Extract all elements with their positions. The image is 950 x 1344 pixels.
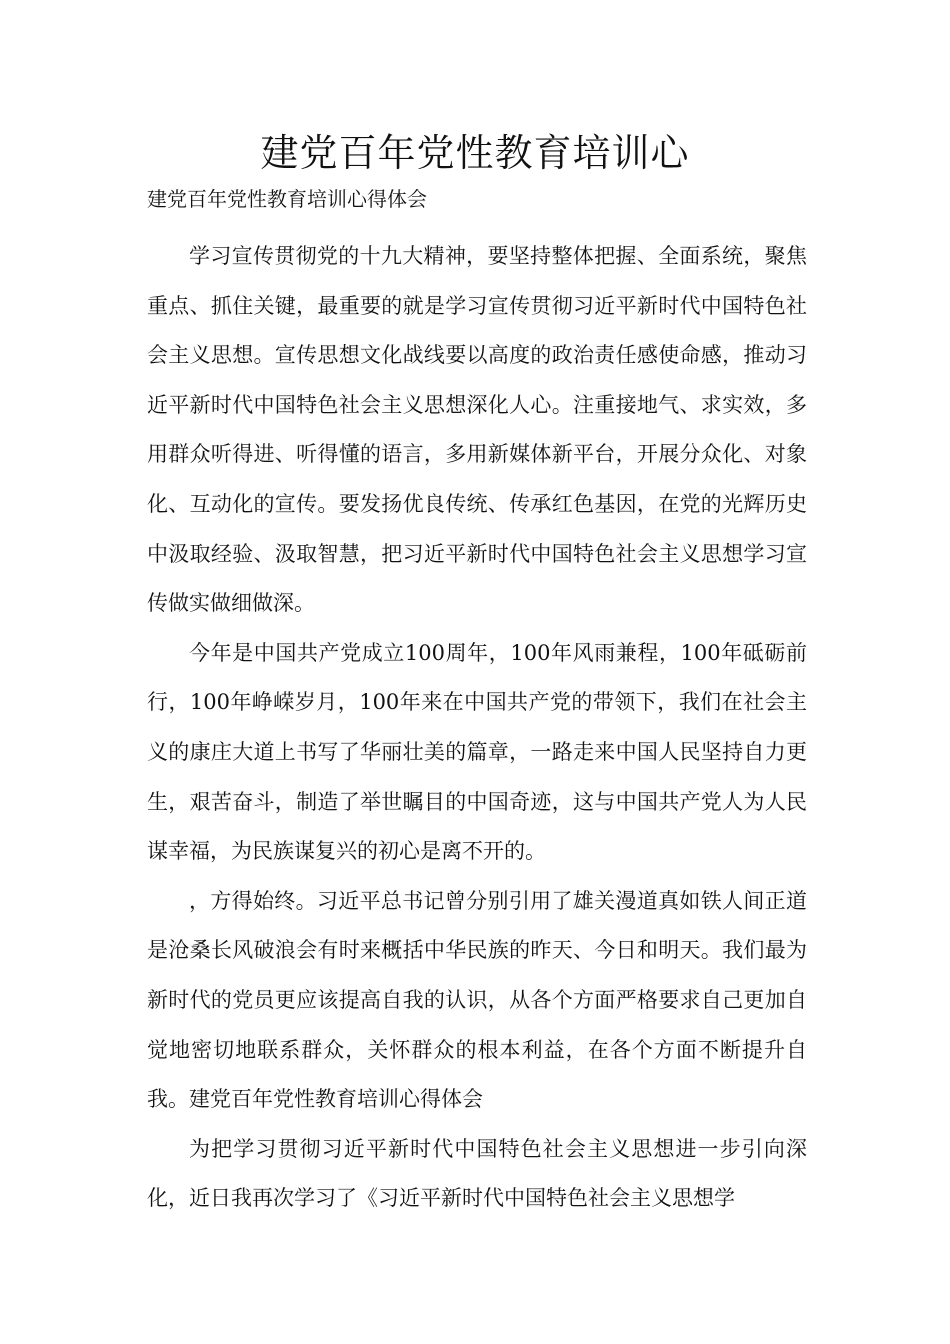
document-title: 建党百年党性教育培训心: [260, 131, 690, 175]
document-body: [147, 232, 807, 1224]
document-subtitle: 建党百年党性教育培训心得体会: [147, 187, 427, 211]
paragraph: ，方得始终。习近平总书记曾分别引用了雄关漫道真如铁人间正道是沧桑长风破浪会有时来概括中华民族的昨天、今日和明天。我们最为新时代的党员更应该提高自我的认识，从各个方面严格要求自己更加自觉地密切地联系群众，关怀群众的根本利益，在各个方面不断提升自我。建党百年党性教育培训心得体会: [147, 888, 807, 1112]
paragraph: 学习宣传贯彻党的十九大精神，要坚持整体把握、全面系统，聚焦重点、抓住关键，最重要的就是学习宣传贯彻习近平新时代中国特色社会主义思想。宣传思想文化战线要以高度的政治责任感使命感，推动习近平新时代中国特色社会主义思想深化人心。注重接地气、求实效，多用群众听得进、听得懂的语言，多用新媒体新平台，开展分众化、对象化、互动化的宣传。要发扬优良传统、传承红色基因，在党的光辉历史中汲取经验、汲取智慧，把习近平新时代中国特色社会主义思想学习宣传做实做细做深。: [147, 244, 807, 616]
paragraph: 今年是中国共产党成立100周年，100年风雨兼程，100年砥砺前行，100年峥嵘岁月，100年来在中国共产党的带领下，我们在社会主义的康庄大道上书写了华丽壮美的篇章，一路走来中国人民坚持自力更生，艰苦奋斗，制造了举世瞩目的中国奇迹，这与中国共产党人为人民谋幸福，为民族谋复兴的初心是离不开的。: [147, 640, 807, 864]
paragraph: 为把学习贯彻习近平新时代中国特色社会主义思想进一步引向深化，近日我再次学习了《习近平新时代中国特色社会主义思想学: [147, 1136, 807, 1211]
